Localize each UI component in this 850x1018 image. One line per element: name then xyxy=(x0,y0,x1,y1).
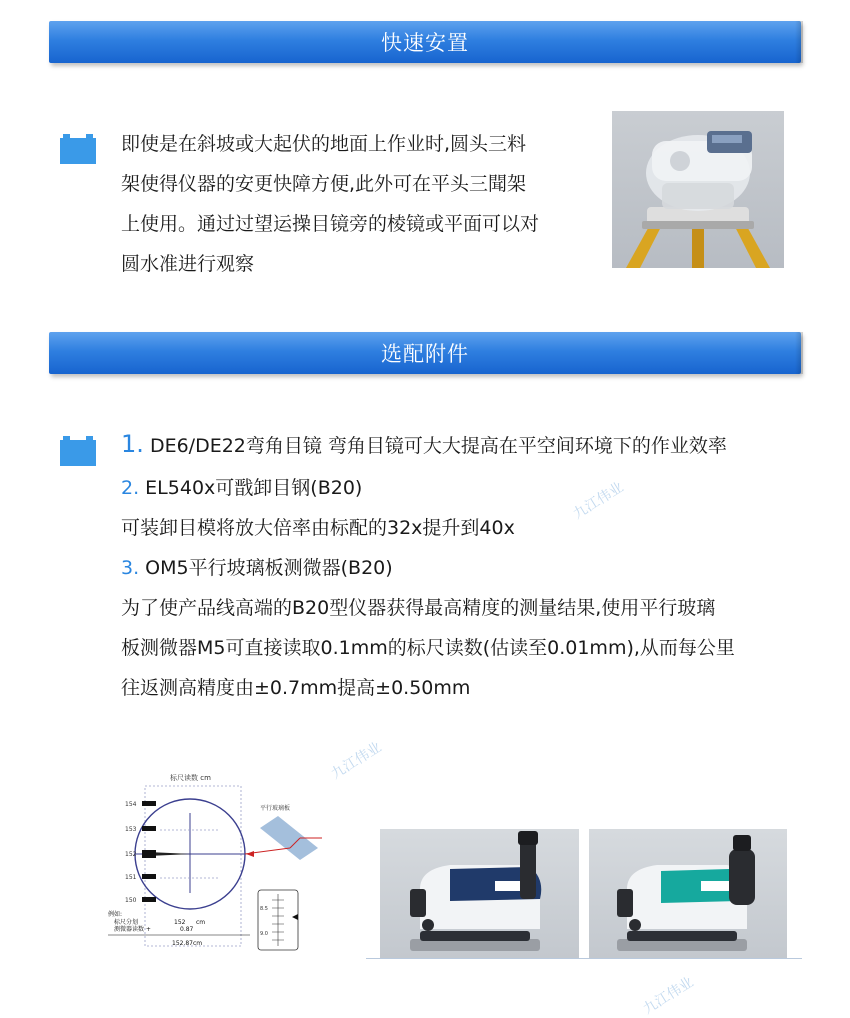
item-title: EL540x可戬卸目钢(B20) xyxy=(139,477,363,499)
tick-label: 151 xyxy=(125,874,137,881)
example-row2-label: 测微器读数 + xyxy=(114,926,151,933)
section-title: 选配附件 xyxy=(381,342,469,366)
item-number: 3. xyxy=(121,557,140,579)
quick-setup-text xyxy=(121,124,611,284)
example-title: 例如: xyxy=(108,911,123,918)
divider xyxy=(366,958,802,959)
instrument-tripod-photo xyxy=(612,111,784,268)
watermark: 九江伟业 xyxy=(570,479,627,523)
item-description-line: 板测微器M5可直接读取0.1mm的标尺读数(估读至0.01mm),从而每公里 xyxy=(121,637,735,659)
section-title: 快速安置 xyxy=(381,31,469,55)
tick-label: 153 xyxy=(125,826,137,833)
accessories-text xyxy=(121,422,841,708)
tick-label: 150 xyxy=(125,897,137,904)
accessory-item-3 xyxy=(121,548,841,588)
accessory-item-1 xyxy=(121,422,841,468)
example-row1-value: 152 xyxy=(174,919,186,926)
example-row1-unit: cm xyxy=(196,919,206,926)
text-line: 上使用。通过过望运操目镜旁的棱镜或平面可以对 xyxy=(121,213,540,235)
accessory-item-2 xyxy=(121,468,841,508)
example-row1-label: 标尺分划 xyxy=(114,919,139,926)
level-photo-teal xyxy=(589,829,787,958)
folder-bullet-icon xyxy=(60,134,96,164)
diagram-top-label: 标尺读数 cm xyxy=(170,774,211,782)
plate-label: 平行玻璃板 xyxy=(260,805,291,812)
folder-bullet-icon xyxy=(60,436,96,466)
example-row2-value: 0.87 xyxy=(180,926,194,933)
text-line: 圆水准进行观察 xyxy=(121,253,255,275)
item-description-line: 往返测高精度由±0.7mm提高±0.50mm xyxy=(121,677,471,699)
item-title: DE6/DE22弯角目镜 弯角目镜可大大提高在平空间环境下的作业效率 xyxy=(143,435,727,457)
item-description-line: 为了使产品线高端的B20型仪器获得最高精度的测量结果,使用平行玻璃 xyxy=(121,597,716,619)
micrometer-diagram xyxy=(100,768,330,958)
text-line: 即使是在斜坡或大起伏的地面上作业时,圆头三料 xyxy=(121,133,527,155)
example-total: 152.87cm xyxy=(172,940,203,947)
tick-label: 152 xyxy=(125,851,137,858)
section-banner-quick-setup xyxy=(49,21,801,63)
watermark: 九江伟业 xyxy=(328,739,385,783)
level-photo-navy xyxy=(380,829,579,958)
item-number: 1. xyxy=(121,430,144,458)
item-description: 可装卸目模将放大倍率由标配的32x提升到40x xyxy=(121,517,515,539)
item-title: OM5平行坡璃板测微器(B20) xyxy=(139,557,393,579)
tick-label: 154 xyxy=(125,801,137,808)
gauge-tick: 9.0 xyxy=(260,931,268,937)
gauge-tick: 8.5 xyxy=(260,906,268,912)
watermark: 九江伟业 xyxy=(640,974,697,1018)
section-banner-accessories xyxy=(49,332,801,374)
text-line: 架使得仪器的安更快障方便,此外可在平头三聞架 xyxy=(121,173,527,195)
item-number: 2. xyxy=(121,477,140,499)
